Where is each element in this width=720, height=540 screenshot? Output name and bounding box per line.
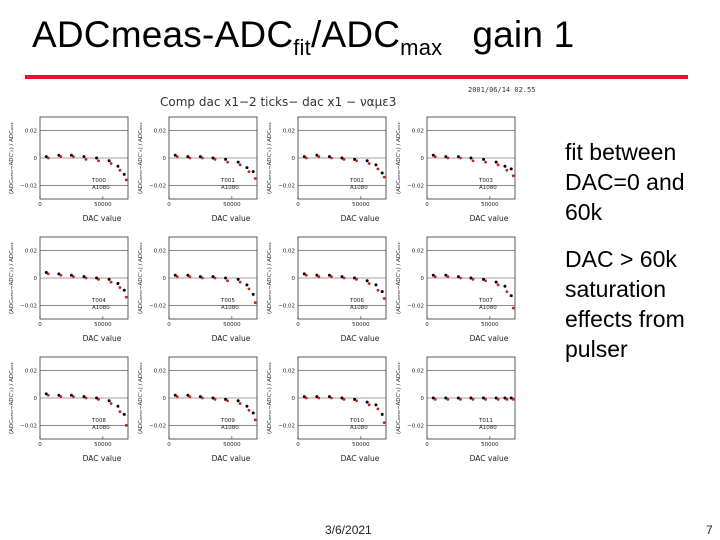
panel-1 <box>8 117 128 223</box>
y-tick-label: 0.02 <box>411 368 424 375</box>
x-tick-label: 0 <box>167 322 171 328</box>
data-point-red <box>459 277 462 280</box>
y-tick-label: −0.02 <box>278 423 295 430</box>
data-point-black <box>482 158 485 161</box>
y-axis-label: (ADCₘₑₐₛ−ADCᶠᵢₜ) / ADCₘₐₓ <box>396 242 402 314</box>
x-axis-label: DAC value <box>340 214 380 223</box>
panel-label: T007 <box>479 298 493 304</box>
y-tick-label: −0.02 <box>407 183 424 190</box>
data-point-black <box>245 166 248 169</box>
data-point-black <box>366 279 369 282</box>
data-point-red <box>110 162 113 165</box>
data-point-red <box>383 176 386 179</box>
y-tick-label: −0.02 <box>407 303 424 310</box>
x-axis-label: DAC value <box>82 334 122 343</box>
figure-caption: Comp dac x1−2 ticks− dac x1 − ναμε3 <box>160 95 397 109</box>
data-point-red <box>239 402 242 405</box>
y-axis-label: (ADCₘₑₐₛ−ADCᶠᵢₜ) / ADCₘₐₓ <box>138 122 144 194</box>
data-point-red <box>355 399 358 402</box>
figure-timestamp: 2001/06/14 02.55 <box>468 86 536 94</box>
panel-label: T011 <box>479 418 493 424</box>
data-point-black <box>510 167 513 170</box>
data-point-red <box>459 157 462 160</box>
panel-label: T009 <box>221 418 235 424</box>
data-point-red <box>239 281 242 284</box>
data-point-black <box>374 283 377 286</box>
x-tick-label: 0 <box>425 442 429 448</box>
y-tick-label: 0.02 <box>411 248 424 255</box>
data-point-red <box>248 409 251 412</box>
x-tick-label: 50000 <box>223 202 241 208</box>
data-point-black <box>108 159 111 162</box>
data-point-red <box>383 421 386 424</box>
data-point-black <box>123 289 126 292</box>
data-point-red <box>47 273 50 276</box>
data-point-red <box>512 398 515 401</box>
data-point-black <box>374 163 377 166</box>
data-point-red <box>176 395 179 398</box>
data-point-red <box>317 275 320 278</box>
data-point-black <box>237 399 240 402</box>
data-point-black <box>510 294 513 297</box>
x-tick-label: 50000 <box>352 202 370 208</box>
data-point-red <box>214 398 217 401</box>
x-tick-label: 50000 <box>223 322 241 328</box>
data-point-red <box>125 296 128 299</box>
y-tick-label: −0.02 <box>149 303 166 310</box>
data-point-red <box>330 157 333 160</box>
panel-10 <box>137 357 257 463</box>
data-point-red <box>343 398 346 401</box>
y-tick-label: 0 <box>162 156 166 162</box>
data-point-black <box>123 413 126 416</box>
data-point-red <box>47 394 50 397</box>
x-axis-label: DAC value <box>469 454 509 463</box>
panel-label: T004 <box>92 298 106 304</box>
y-tick-label: 0 <box>162 276 166 282</box>
data-point-red <box>330 275 333 278</box>
data-point-red <box>248 288 251 291</box>
data-point-red <box>368 403 371 406</box>
note-fit-range: fit between DAC=0 and 60k <box>565 139 685 225</box>
x-tick-label: 50000 <box>94 322 112 328</box>
x-tick-label: 0 <box>425 322 429 328</box>
y-axis-label: (ADCₘₑₐₛ−ADCᶠᵢₜ) / ADCₘₐₓ <box>9 122 15 194</box>
data-point-red <box>484 161 487 164</box>
x-axis-label: DAC value <box>211 334 251 343</box>
data-point-red <box>214 277 217 280</box>
data-point-red <box>512 307 515 310</box>
data-point-red <box>125 424 128 427</box>
data-point-red <box>72 395 75 398</box>
data-point-red <box>484 398 487 401</box>
data-point-red <box>59 155 62 158</box>
panel-5 <box>8 237 128 343</box>
panel-label: A1080 <box>350 305 368 311</box>
title-subscript-fit: fit <box>293 35 311 60</box>
y-tick-label: 0.02 <box>411 128 424 135</box>
data-point-black <box>381 290 384 293</box>
data-point-red <box>72 155 75 158</box>
x-tick-label: 50000 <box>481 322 499 328</box>
panel-4 <box>395 117 515 223</box>
x-tick-label: 0 <box>38 202 42 208</box>
y-tick-label: −0.02 <box>20 303 37 310</box>
y-axis-label: (ADCₘₑₐₛ−ADCᶠᵢₜ) / ADCₘₐₓ <box>267 122 273 194</box>
data-point-red <box>176 155 179 158</box>
y-axis-label: (ADCₘₑₐₛ−ADCᶠᵢₜ) / ADCₘₐₓ <box>396 362 402 434</box>
data-point-red <box>72 275 75 278</box>
x-axis-label: DAC value <box>469 334 509 343</box>
title-gain: gain 1 <box>472 14 575 55</box>
data-point-black <box>366 159 369 162</box>
x-axis-label: DAC value <box>340 454 380 463</box>
data-point-black <box>123 173 126 176</box>
data-point-black <box>237 161 240 164</box>
data-point-red <box>97 398 100 401</box>
data-point-red <box>497 398 500 401</box>
data-point-red <box>226 279 229 282</box>
data-point-red <box>484 279 487 282</box>
data-point-red <box>305 397 308 400</box>
data-point-black <box>224 158 227 161</box>
data-point-red <box>85 158 88 161</box>
panel-12 <box>395 357 515 463</box>
panel-2 <box>137 117 257 223</box>
data-point-red <box>226 399 229 402</box>
data-point-black <box>237 278 240 281</box>
data-point-red <box>188 157 191 160</box>
data-point-black <box>108 399 111 402</box>
panel-label: A1080 <box>479 305 497 311</box>
x-axis-label: DAC value <box>82 214 122 223</box>
x-tick-label: 0 <box>38 322 42 328</box>
data-point-red <box>355 278 358 281</box>
data-point-red <box>368 162 371 165</box>
y-tick-label: 0 <box>420 276 424 282</box>
x-tick-label: 0 <box>296 202 300 208</box>
y-tick-label: 0 <box>420 156 424 162</box>
panel-label: A1080 <box>92 305 110 311</box>
data-point-red <box>188 275 191 278</box>
data-point-red <box>248 170 251 173</box>
y-tick-label: 0 <box>162 396 166 402</box>
y-axis-label: (ADCₘₑₐₛ−ADCᶠᵢₜ) / ADCₘₐₓ <box>138 242 144 314</box>
panel-label: T001 <box>221 178 235 184</box>
y-tick-label: 0.02 <box>282 248 295 255</box>
data-point-red <box>85 277 88 280</box>
data-point-red <box>368 282 371 285</box>
panel-label: T006 <box>350 298 364 304</box>
panel-9 <box>8 357 128 463</box>
panel-11 <box>266 357 386 463</box>
y-tick-label: 0 <box>291 156 295 162</box>
data-point-red <box>446 275 449 278</box>
y-axis-label: (ADCₘₑₐₛ−ADCᶠᵢₜ) / ADCₘₐₓ <box>9 362 15 434</box>
y-axis-label: (ADCₘₑₐₛ−ADCᶠᵢₜ) / ADCₘₐₓ <box>267 362 273 434</box>
panel-7 <box>266 237 386 343</box>
data-point-red <box>201 157 204 160</box>
data-point-red <box>506 398 509 401</box>
panel-label: A1080 <box>350 425 368 431</box>
data-point-red <box>305 274 308 277</box>
y-tick-label: −0.02 <box>149 423 166 430</box>
y-tick-label: −0.02 <box>407 423 424 430</box>
y-tick-label: 0 <box>291 396 295 402</box>
data-point-red <box>305 157 308 160</box>
x-tick-label: 0 <box>296 322 300 328</box>
note-saturation: DAC > 60k saturation effects from pulser <box>565 246 685 362</box>
y-tick-label: 0.02 <box>24 248 37 255</box>
data-point-red <box>119 410 122 413</box>
panel-label: A1080 <box>350 185 368 191</box>
data-point-black <box>495 281 498 284</box>
panel-label: A1080 <box>221 425 239 431</box>
x-tick-label: 0 <box>167 202 171 208</box>
panel-label: A1080 <box>479 425 497 431</box>
panel-label: T000 <box>92 178 106 184</box>
x-tick-label: 0 <box>425 202 429 208</box>
data-point-black <box>224 277 227 280</box>
x-axis-label: DAC value <box>340 334 380 343</box>
data-point-red <box>214 158 217 161</box>
y-tick-label: −0.02 <box>278 183 295 190</box>
title-subscript-max: max <box>400 35 443 60</box>
data-point-red <box>254 301 257 304</box>
data-point-red <box>226 161 229 164</box>
data-point-black <box>470 157 473 160</box>
data-point-red <box>472 398 475 401</box>
x-tick-label: 50000 <box>352 322 370 328</box>
title-rest: /ADC <box>310 14 401 55</box>
y-tick-label: 0.02 <box>24 128 37 135</box>
data-point-red <box>254 177 257 180</box>
data-point-red <box>201 277 204 280</box>
y-tick-label: 0.02 <box>153 128 166 135</box>
data-point-black <box>245 283 248 286</box>
data-point-red <box>47 157 50 160</box>
data-point-black <box>245 405 248 408</box>
panel-label: T008 <box>92 418 106 424</box>
x-tick-label: 50000 <box>352 442 370 448</box>
data-point-black <box>116 165 119 168</box>
data-point-red <box>125 178 128 181</box>
y-tick-label: 0 <box>33 276 37 282</box>
data-point-red <box>472 278 475 281</box>
x-tick-label: 50000 <box>481 442 499 448</box>
data-point-red <box>330 397 333 400</box>
y-tick-label: 0 <box>420 396 424 402</box>
data-point-red <box>497 283 500 286</box>
panel-label: A1080 <box>479 185 497 191</box>
data-point-black <box>252 170 255 173</box>
data-point-black <box>374 403 377 406</box>
panel-label: T005 <box>221 298 235 304</box>
data-point-red <box>343 277 346 280</box>
data-point-red <box>434 275 437 278</box>
y-axis-label: (ADCₘₑₐₛ−ADCᶠᵢₜ) / ADCₘₐₓ <box>9 242 15 314</box>
data-point-red <box>188 395 191 398</box>
panel-label: T002 <box>350 178 364 184</box>
data-point-red <box>497 163 500 166</box>
y-tick-label: 0.02 <box>153 248 166 255</box>
y-tick-label: −0.02 <box>278 303 295 310</box>
y-tick-label: 0 <box>33 156 37 162</box>
panel-label: T010 <box>350 418 364 424</box>
data-point-black <box>116 405 119 408</box>
x-tick-label: 0 <box>38 442 42 448</box>
panel-label: A1080 <box>221 185 239 191</box>
panel-6 <box>137 237 257 343</box>
data-point-black <box>252 412 255 415</box>
data-point-red <box>459 398 462 401</box>
data-point-red <box>59 395 62 398</box>
x-tick-label: 0 <box>296 442 300 448</box>
data-point-red <box>383 297 386 300</box>
data-point-black <box>503 285 506 288</box>
y-tick-label: 0.02 <box>282 368 295 375</box>
data-point-black <box>503 165 506 168</box>
x-tick-label: 50000 <box>94 442 112 448</box>
data-point-red <box>434 398 437 401</box>
data-point-red <box>59 274 62 277</box>
x-axis-label: DAC value <box>469 214 509 223</box>
data-point-black <box>252 293 255 296</box>
y-tick-label: 0.02 <box>24 368 37 375</box>
y-tick-label: 0 <box>291 276 295 282</box>
data-point-red <box>110 281 113 284</box>
x-tick-label: 50000 <box>223 442 241 448</box>
data-point-red <box>377 168 380 171</box>
panel-8 <box>395 237 515 343</box>
page-number: 7 <box>706 523 713 537</box>
data-point-black <box>95 157 98 160</box>
data-point-red <box>85 397 88 400</box>
data-point-red <box>110 402 113 405</box>
data-point-black <box>116 282 119 285</box>
data-point-red <box>472 159 475 162</box>
panel-label: A1080 <box>92 425 110 431</box>
x-axis-label: DAC value <box>211 454 251 463</box>
data-point-red <box>317 397 320 400</box>
footer-date: 3/6/2021 <box>325 523 372 537</box>
y-tick-label: 0.02 <box>282 128 295 135</box>
data-point-red <box>254 418 257 421</box>
panel-label: T003 <box>479 178 493 184</box>
data-point-red <box>176 275 179 278</box>
y-tick-label: −0.02 <box>20 183 37 190</box>
data-point-red <box>97 278 100 281</box>
y-axis-label: (ADCₘₑₐₛ−ADCᶠᵢₜ) / ADCₘₐₓ <box>267 242 273 314</box>
x-tick-label: 50000 <box>481 202 499 208</box>
panel-label: A1080 <box>221 305 239 311</box>
data-point-red <box>343 158 346 161</box>
data-point-black <box>381 413 384 416</box>
data-point-black <box>108 278 111 281</box>
x-tick-label: 50000 <box>94 202 112 208</box>
data-point-red <box>317 155 320 158</box>
panel-3 <box>266 117 386 223</box>
data-point-red <box>506 169 509 172</box>
data-point-black <box>381 172 384 175</box>
data-point-red <box>506 290 509 293</box>
data-point-red <box>446 157 449 160</box>
data-point-black <box>495 161 498 164</box>
data-point-red <box>355 159 358 162</box>
data-point-black <box>366 401 369 404</box>
x-axis-label: DAC value <box>82 454 122 463</box>
data-point-red <box>97 159 100 162</box>
y-axis-label: (ADCₘₑₐₛ−ADCᶠᵢₜ) / ADCₘₐₓ <box>396 122 402 194</box>
y-tick-label: 0 <box>33 396 37 402</box>
data-point-red <box>377 408 380 411</box>
data-point-red <box>446 398 449 401</box>
panel-label: A1080 <box>92 185 110 191</box>
data-point-black <box>83 155 86 158</box>
data-point-red <box>434 155 437 158</box>
x-axis-label: DAC value <box>211 214 251 223</box>
data-point-red <box>201 397 204 400</box>
y-tick-label: −0.02 <box>20 423 37 430</box>
y-tick-label: −0.02 <box>149 183 166 190</box>
data-point-red <box>119 286 122 289</box>
title-main: ADCmeas-ADC <box>32 14 294 55</box>
data-point-red <box>512 174 515 177</box>
x-tick-label: 0 <box>167 442 171 448</box>
data-point-red <box>239 163 242 166</box>
data-point-red <box>377 289 380 292</box>
data-point-red <box>119 169 122 172</box>
y-tick-label: 0.02 <box>153 368 166 375</box>
y-axis-label: (ADCₘₑₐₛ−ADCᶠᵢₜ) / ADCₘₐₓ <box>138 362 144 434</box>
